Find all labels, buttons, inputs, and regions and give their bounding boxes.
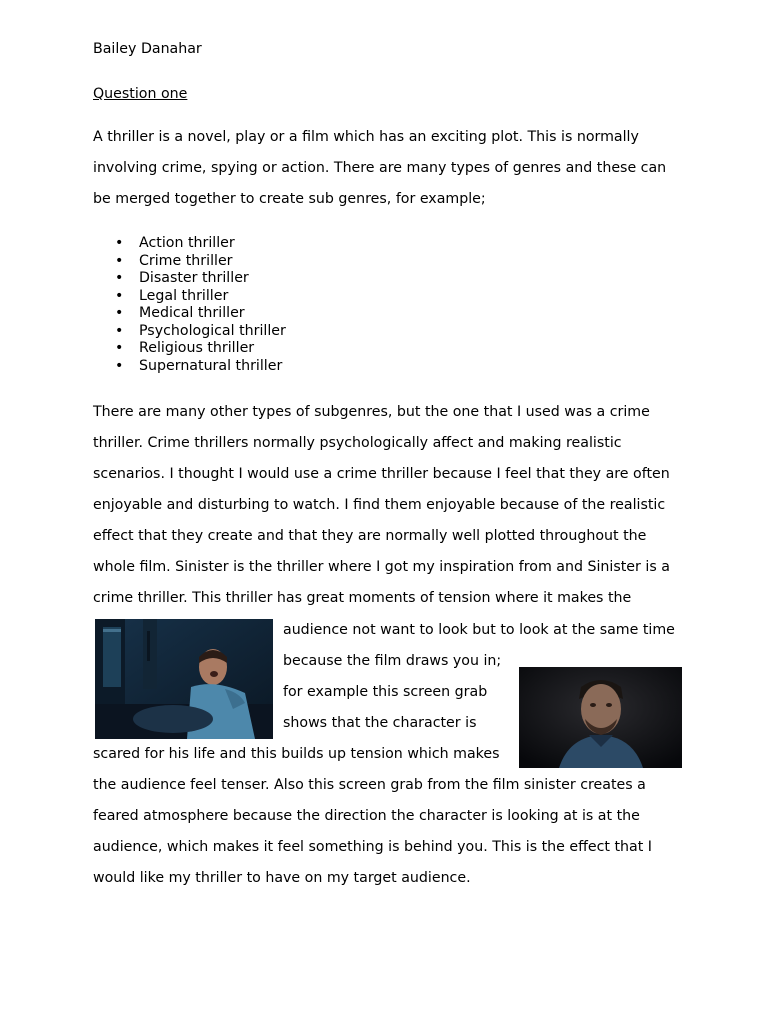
film-still-character-staring (519, 667, 682, 768)
body-line: crime thriller. This thriller has great moments of tension where it makes the (93, 590, 632, 606)
intro-line: involving crime, spying or action. There are many types of genres and these can (93, 160, 667, 176)
wrap-line: for example this screen grab (283, 684, 488, 700)
list-item: • Disaster thriller (115, 270, 249, 286)
closing-line: scared for his life and this builds up tension which makes (93, 746, 500, 762)
closing-line: feared atmosphere because the direction the character is looking at is at the (93, 808, 640, 824)
body-line: enjoyable and disturbing to watch. I find them enjoyable because of the realistic (93, 497, 666, 513)
body-line: effect that they create and that they are normally well plotted throughout the (93, 528, 647, 544)
list-item: • Psychological thriller (115, 322, 286, 339)
bullet-icon: • (115, 270, 124, 286)
bullet-icon: • (115, 235, 124, 251)
subgenre-list (93, 235, 286, 375)
body-line: thriller. Crime thrillers normally psychologically affect and making realistic (93, 435, 622, 451)
list-item: • Legal thriller (115, 287, 229, 304)
body-line: whole film. Sinister is the thriller where I got my inspiration from and Sinister is a (93, 559, 670, 575)
list-item: • Medical thriller (115, 305, 245, 321)
list-item: • Action thriller (115, 235, 235, 251)
list-item: • Religious thriller (115, 340, 255, 356)
intro-line: A thriller is a novel, play or a film which has an exciting plot. This is normally (93, 129, 639, 145)
wrap-line: shows that the character is (283, 715, 477, 731)
closing-line: the audience feel tenser. Also this screen grab from the film sinister creates a (93, 777, 646, 793)
body-line: There are many other types of subgenres, but the one that I used was a crime (93, 404, 650, 420)
closing-line: audience, which makes it feel something is behind you. This is the effect that I (93, 839, 652, 855)
bullet-icon: • (115, 357, 124, 374)
list-item: • Supernatural thriller (115, 357, 283, 374)
film-still-scared-character (95, 619, 273, 739)
bullet-icon: • (115, 252, 124, 269)
bullet-icon: • (115, 287, 124, 304)
body-line: scenarios. I thought I would use a crime thriller because I feel that they are often (93, 466, 670, 482)
closing-line: would like my thriller to have on my target audience. (93, 870, 471, 886)
bullet-icon: • (115, 305, 124, 321)
bullet-icon: • (115, 322, 124, 339)
wrap-line: audience not want to look but to look at the same time (283, 622, 675, 638)
wrap-line: because the film draws you in; (283, 653, 502, 669)
author-name: Bailey Danahar (93, 41, 202, 57)
question-heading: Question one (93, 86, 188, 102)
intro-line: be merged together to create sub genres, for example; (93, 191, 486, 207)
list-item: • Crime thriller (115, 252, 233, 269)
bullet-icon: • (115, 340, 124, 356)
